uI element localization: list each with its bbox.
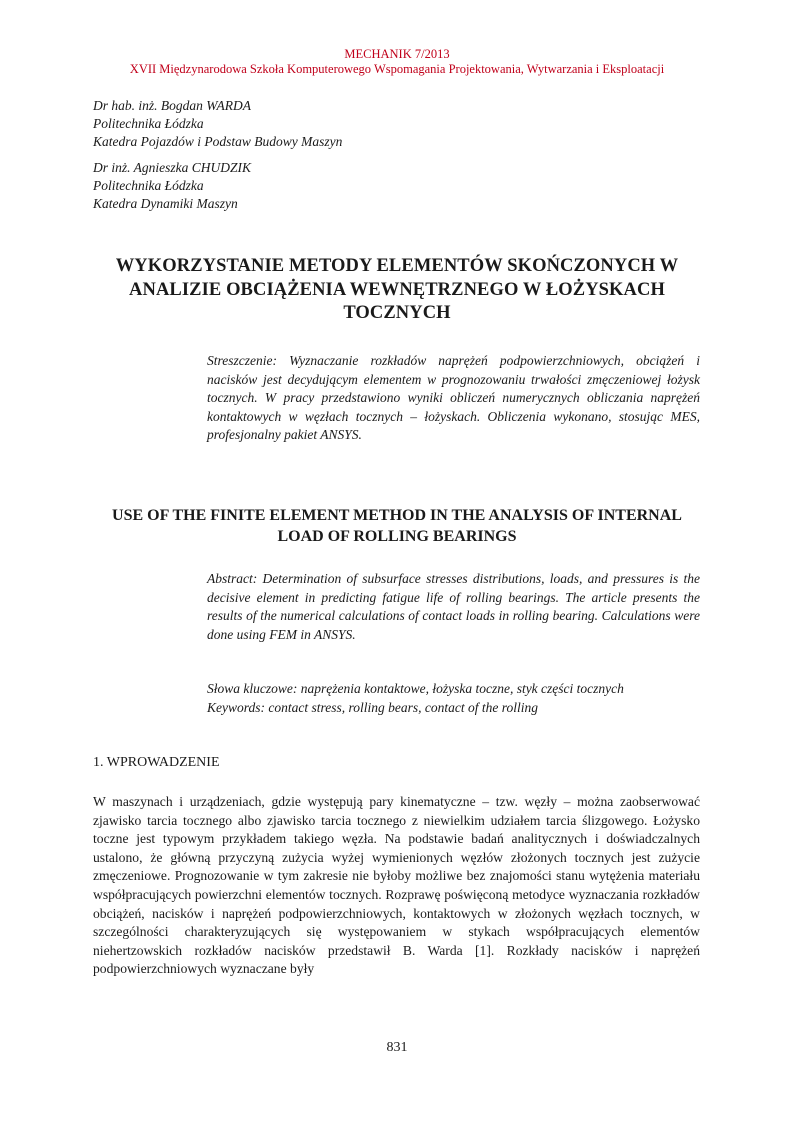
keywords-block	[207, 680, 700, 717]
author-list	[93, 97, 613, 213]
author-block	[93, 159, 613, 213]
section-heading: 1. WPROWADZENIE	[93, 755, 220, 770]
journal-issue: MECHANIK 7/2013	[344, 47, 450, 61]
author-department: Katedra Pojazdów i Podstaw Budowy Maszyn	[93, 134, 343, 149]
author-block	[93, 97, 613, 151]
keywords-polish: Słowa kluczowe: naprężenia kontaktowe, łożyska toczne, styk części tocznych	[207, 681, 624, 696]
keywords-english: Keywords: contact stress, rolling bears, contact of the rolling	[207, 699, 538, 715]
running-header	[0, 47, 794, 77]
author-name: Dr hab. inż. Bogdan WARDA	[93, 98, 252, 113]
author-affiliation: Politechnika Łódzka	[93, 178, 204, 193]
paper-title-polish: WYKORZYSTANIE METODY ELEMENTÓW SKOŃCZONYCH W ANALIZIE OBCIĄŻENIA WEWNĘTRZNEGO W ŁOŻYSKACH TOCZNYCH	[115, 256, 679, 323]
conference-name: XVII Międzynarodowa Szkoła Komputerowego Wspomagania Projektowania, Wytwarzania i Eksploatacji	[129, 62, 665, 76]
author-department: Katedra Dynamiki Maszyn	[93, 196, 238, 211]
author-affiliation: Politechnika Łódzka	[93, 116, 204, 131]
author-name: Dr inż. Agnieszka CHUDZIK	[93, 160, 252, 175]
page-number: 831	[386, 1040, 408, 1055]
body-paragraph: W maszynach i urządzeniach, gdzie występują pary kinematyczne – tzw. węzły – można zaobserwować zjawisko tarcia tocznego albo zjawisko tarcia tocznego z niewielkim udziałem tarcia ślizgowego. Łożysko toczne jest typowym przykładem takiego węzła. Na podstawie badań analitycznych i doświadczalnych ustalono, że główną przyczyną zużycia wyżej wymienionych węzłów złożonych tocznych jest zużycie zmęczeniowe. Prognozowanie w tym zakresie nie byłoby możliwe bez znajomości stanu wytężenia materiału współpracujących powierzchni elementów tocznych. Rozprawę poświęconą metodyce wyznaczania rozkładów obciążeń, nacisków i naprężeń podpowierzchniowych, kontaktowych w złożonych węzłach tocznych, w szczególności charakteryzujących się występowaniem w stykach współpracujących elementów niehertzowskich rozkładów nacisków przedstawił B. Warda [1]. Rozkłady nacisków i naprężeń podpowierzchniowych wyznaczane były	[93, 794, 700, 977]
paper-title-english: USE OF THE FINITE ELEMENT METHOD IN THE ANALYSIS OF INTERNAL LOAD OF ROLLING BEARINGS	[112, 507, 682, 545]
abstract-polish: Streszczenie: Wyznaczanie rozkładów naprężeń podpowierzchniowych, obciążeń i nacisków jest decydującym elementem w prognozowaniu trwałości zmęczeniowej łożysk tocznych. W pracy przedstawiono wyniki obliczeń numerycznych obliczania naprężeń kontaktowych w węzłach tocznych – łożyskach. Obliczenia wykonano, stosując MES, profesjonalny pakiet ANSYS.	[207, 353, 700, 443]
abstract-english: Abstract: Determination of subsurface stresses distributions, loads, and pressures is the decisive element in predicting fatigue life of rolling bearings. The article presents the results of the numerical calculations of contact loads in rolling bearing. Calculations were done using FEM in ANSYS.	[207, 571, 700, 642]
